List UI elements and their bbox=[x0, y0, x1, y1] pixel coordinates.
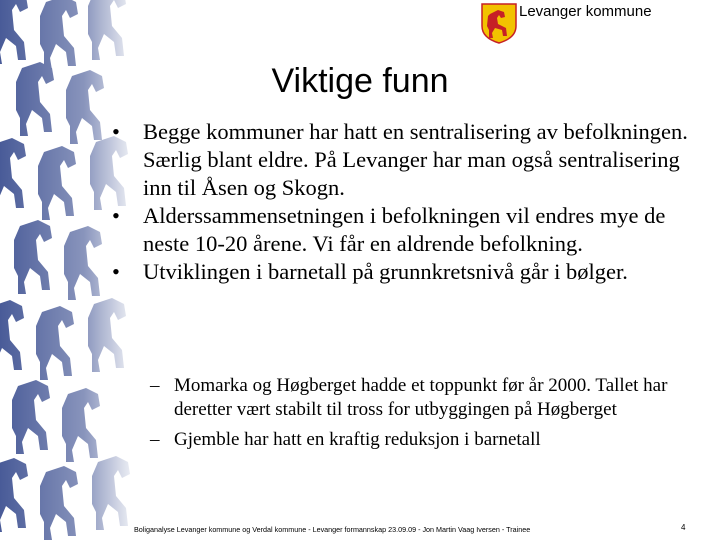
sub-bullet-marker: – bbox=[150, 429, 160, 450]
sub-bullet-item bbox=[150, 374, 710, 422]
sub-bullet-text: Gjemble har hatt en kraftig reduksjon i barnetall bbox=[174, 429, 541, 450]
horse-shield-icon bbox=[480, 2, 518, 44]
bullet-marker: • bbox=[112, 203, 120, 228]
sub-bullet-text: Momarka og Høgberget hadde et toppunkt før år 2000. Tallet har deretter vært stabilt til tross for utbyggingen på Høgberget bbox=[174, 375, 668, 420]
sub-bullet-marker: – bbox=[150, 375, 160, 396]
brand-name: Levanger kommune bbox=[519, 3, 652, 20]
bullet-item bbox=[112, 202, 702, 258]
bullet-text: Utviklingen i barnetall på grunnkretsnivå går i bølger. bbox=[143, 259, 628, 284]
footer-text: Boliganalyse Levanger kommune og Verdal kommune - Levanger formannskap 23.09.09 - Jon Martin Vaag Iversen - Trainee bbox=[134, 525, 531, 534]
bullet-marker: • bbox=[112, 259, 120, 284]
bullet-item bbox=[112, 118, 702, 202]
bullet-item bbox=[112, 258, 702, 286]
bullet-list bbox=[112, 118, 702, 286]
bullet-text: Begge kommuner har hatt en sentralisering av befolkningen. Særlig blant eldre. På Levanger har man også sentralisering inn til Åsen og Skogn. bbox=[143, 119, 688, 200]
sub-bullet-list bbox=[150, 374, 710, 458]
bullet-text: Alderssammensetningen i befolkningen vil endres mye de neste 10-20 årene. Vi får en aldrende befolkning. bbox=[143, 203, 666, 256]
page-number: 4 bbox=[681, 523, 686, 532]
bullet-marker: • bbox=[112, 119, 120, 144]
slide-title: Viktige funn bbox=[271, 62, 449, 100]
sub-bullet-item bbox=[150, 428, 710, 452]
